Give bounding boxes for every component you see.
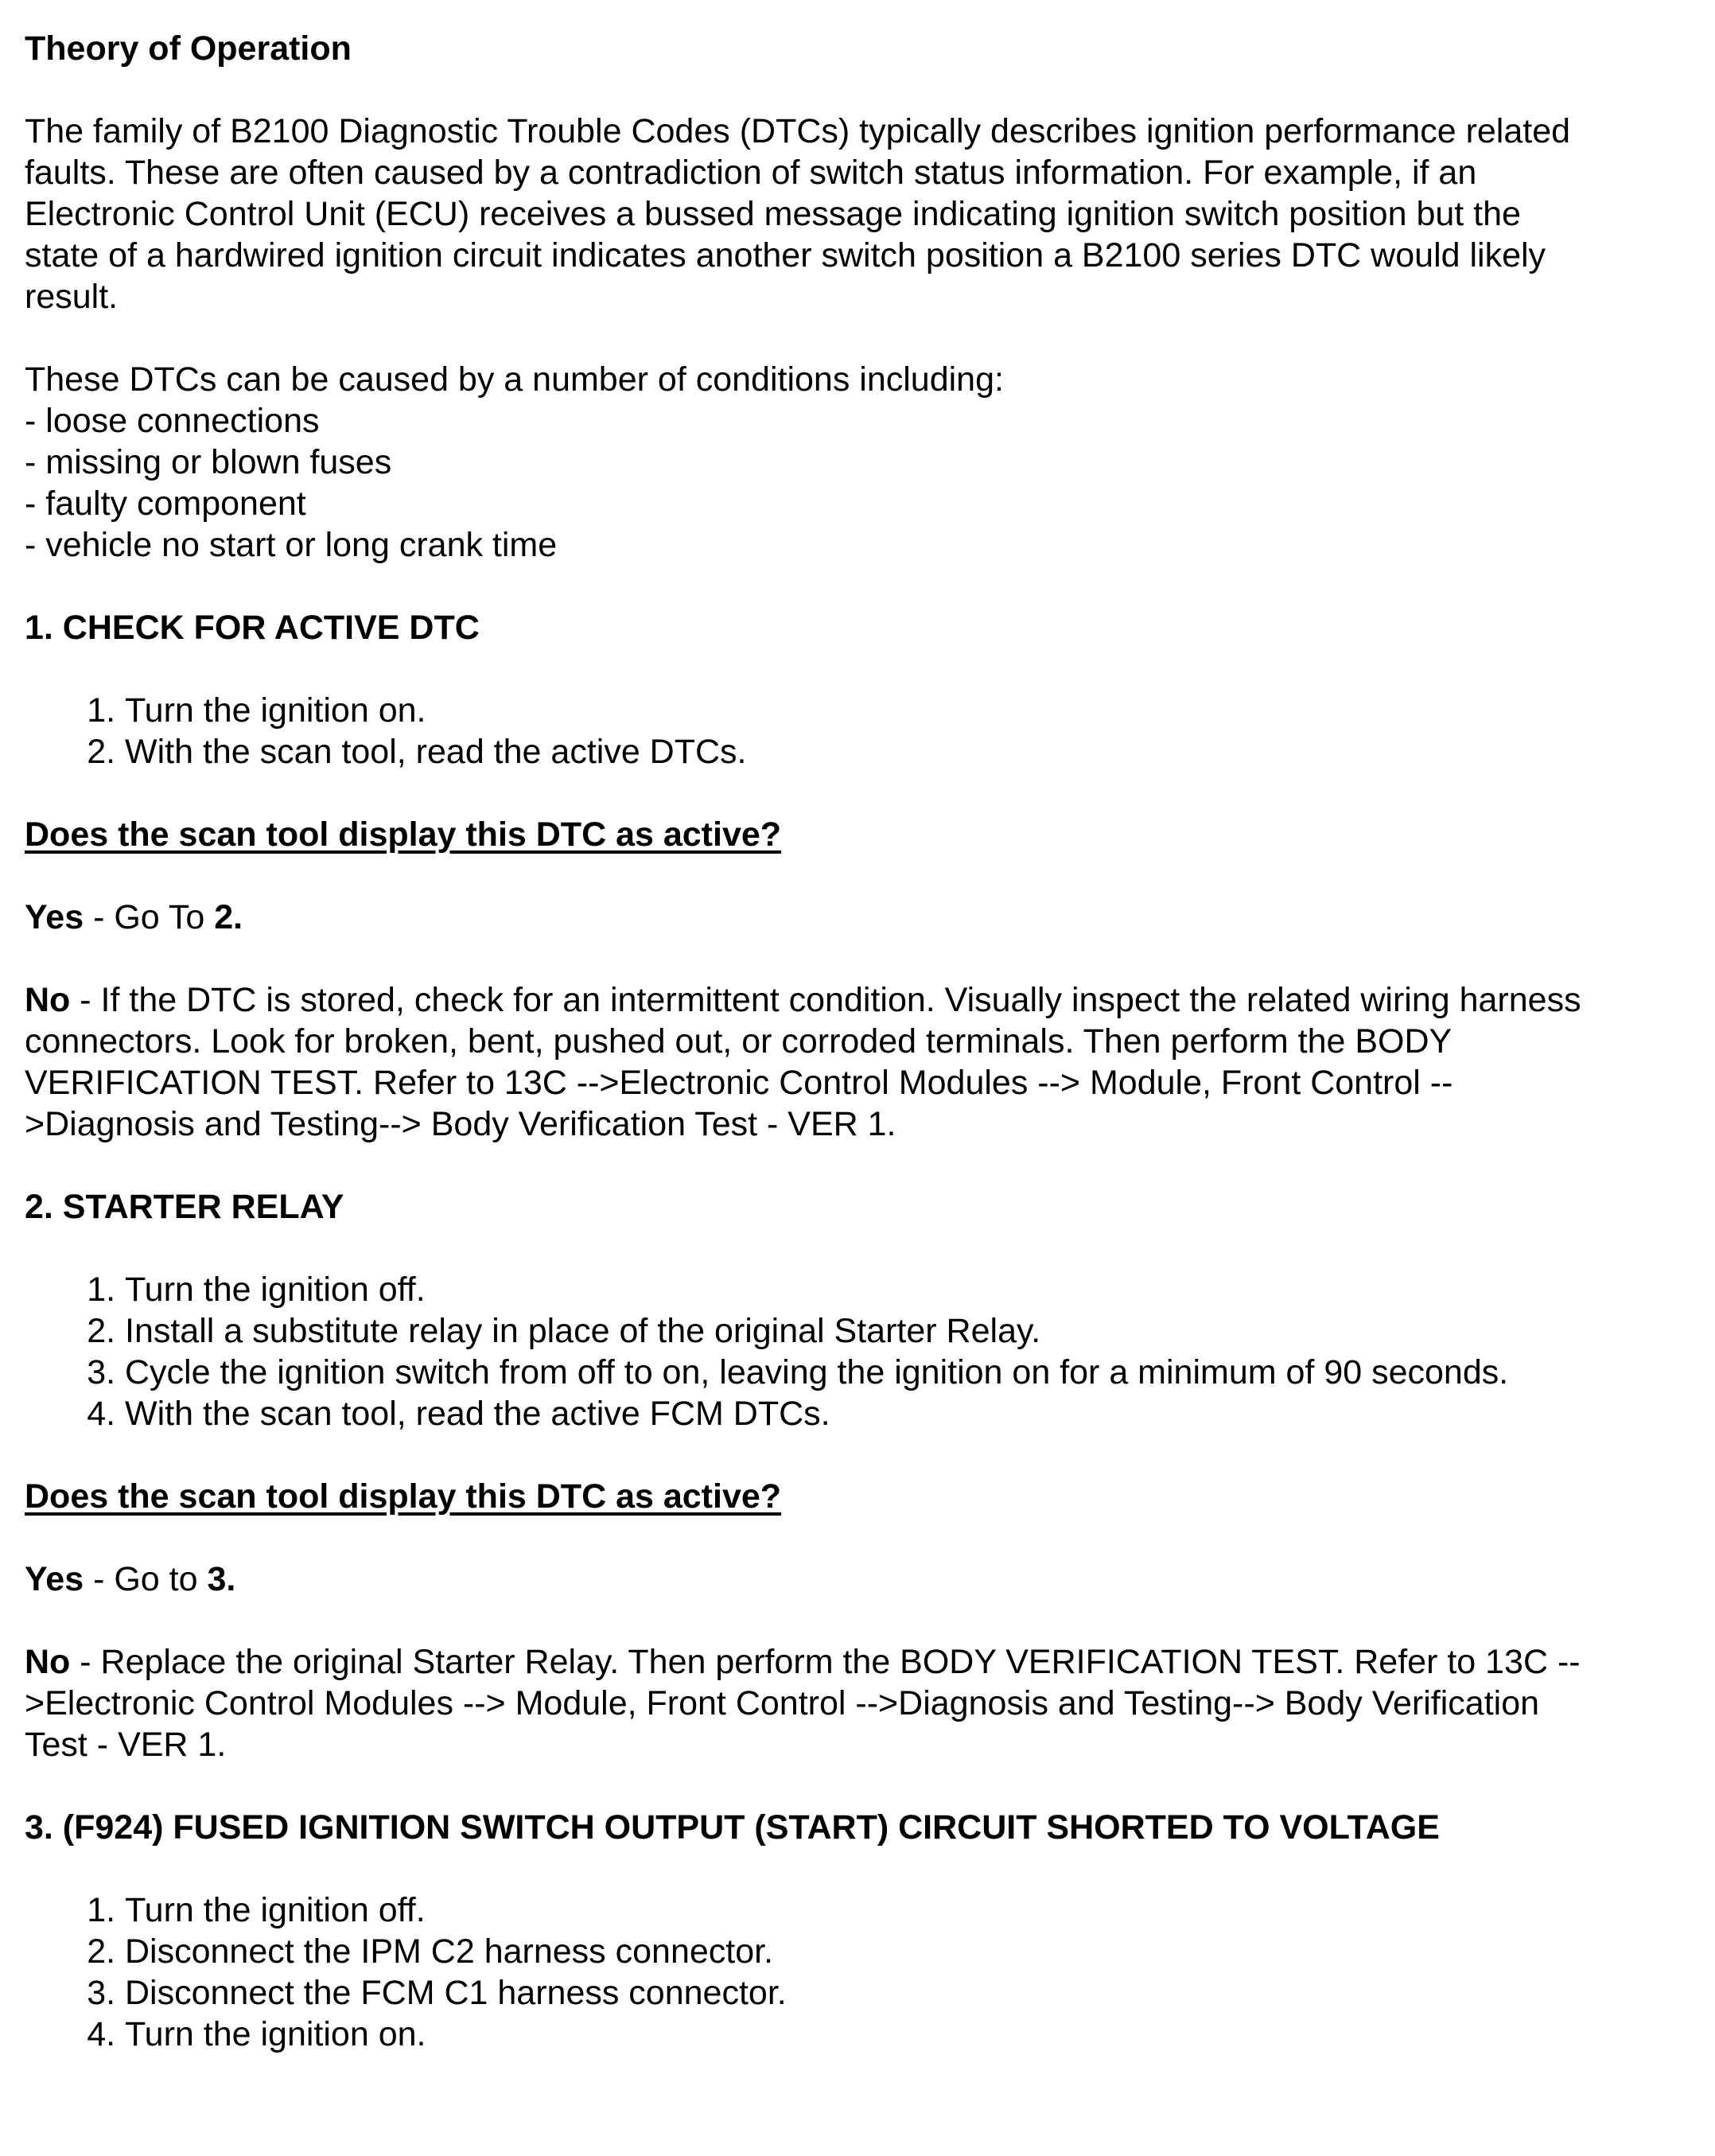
no-answer-line: >Diagnosis and Testing--> Body Verification Test - VER 1.: [25, 1105, 896, 1143]
procedure-step: 1. Turn the ignition off.: [125, 1269, 1695, 1310]
condition-item: - loose connections: [25, 402, 320, 440]
step2-heading: 2. STARTER RELAY: [25, 1188, 344, 1226]
step1-heading: 1. CHECK FOR ACTIVE DTC: [25, 609, 480, 647]
conditions-intro: These DTCs can be caused by a number of conditions including:: [25, 360, 1004, 399]
procedure-step: 3. Disconnect the FCM C1 harness connector.: [125, 1972, 1695, 2014]
intro-line: Electronic Control Unit (ECU) receives a bussed message indicating ignition switch position but the: [25, 195, 1521, 233]
step1-procedure-list: [25, 690, 1695, 773]
step2-procedure-list: [25, 1269, 1695, 1434]
procedure-step: 4. With the scan tool, read the active FCM DTCs.: [125, 1393, 1695, 1434]
yes-text: - Go to: [84, 1560, 208, 1598]
step2-question: Does the scan tool display this DTC as active?: [25, 1477, 782, 1516]
intro-line: faults. These are often caused by a contradiction of switch status information. For example, if an: [25, 154, 1477, 192]
procedure-step: 1. Turn the ignition off.: [125, 1889, 1695, 1931]
yes-label: Yes: [25, 898, 84, 936]
procedure-step: 2. With the scan tool, read the active DTCs.: [125, 731, 1695, 773]
no-text: - If the DTC is stored, check for an intermittent condition. Visually inspect the related wiring harness: [70, 981, 1581, 1019]
no-answer-line: Test - VER 1.: [25, 1726, 227, 1764]
procedure-step: 2. Disconnect the IPM C2 harness connector.: [125, 1931, 1695, 1972]
no-answer-line: connectors. Look for broken, bent, pushed out, or corroded terminals. Then perform the BODY: [25, 1022, 1452, 1060]
step1-question: Does the scan tool display this DTC as active?: [25, 815, 782, 854]
step3-heading: 3. (F924) FUSED IGNITION SWITCH OUTPUT (START) CIRCUIT SHORTED TO VOLTAGE: [25, 1808, 1440, 1847]
procedure-step: 3. Cycle the ignition switch from off to on, leaving the ignition on for a minimum of 90 seconds.: [125, 1352, 1695, 1393]
no-answer-line: [25, 979, 1695, 1021]
step2-no-answer: [25, 1641, 1695, 1765]
no-answer-line: [25, 1641, 1695, 1683]
step2-yes-answer: [25, 1559, 1695, 1600]
no-label: No: [25, 1643, 71, 1681]
condition-item: - vehicle no start or long crank time: [25, 526, 558, 564]
yes-text: - Go To: [84, 898, 215, 936]
conditions-list: [25, 359, 1695, 566]
page-title: Theory of Operation: [25, 29, 352, 68]
no-answer-line: >Electronic Control Modules --> Module, Front Control -->Diagnosis and Testing--> Body Verification: [25, 1684, 1540, 1722]
yes-target: 3.: [207, 1560, 236, 1598]
intro-line: state of a hardwired ignition circuit indicates another switch position a B2100 series DTC would likely: [25, 236, 1546, 274]
document-body: [25, 28, 1695, 2096]
procedure-step: 4. Turn the ignition on.: [125, 2014, 1695, 2055]
no-answer-line: VERIFICATION TEST. Refer to 13C -->Electronic Control Modules --> Module, Front Control --: [25, 1064, 1453, 1102]
step1-yes-answer: [25, 897, 1695, 938]
intro-paragraph: [25, 111, 1695, 317]
no-label: No: [25, 981, 71, 1019]
intro-line: result.: [25, 278, 119, 316]
step1-no-answer: [25, 979, 1695, 1145]
condition-item: - missing or blown fuses: [25, 443, 392, 481]
step3-procedure-list: [25, 1889, 1695, 2055]
intro-line: The family of B2100 Diagnostic Trouble Codes (DTCs) typically describes ignition performance related: [25, 112, 1571, 150]
procedure-step: 2. Install a substitute relay in place of the original Starter Relay.: [125, 1310, 1695, 1352]
procedure-step: 1. Turn the ignition on.: [125, 690, 1695, 731]
yes-target: 2.: [214, 898, 243, 936]
no-text: - Replace the original Starter Relay. Then perform the BODY VERIFICATION TEST. Refer to 13C --: [70, 1643, 1581, 1681]
yes-label: Yes: [25, 1560, 84, 1598]
condition-item: - faulty component: [25, 485, 306, 523]
